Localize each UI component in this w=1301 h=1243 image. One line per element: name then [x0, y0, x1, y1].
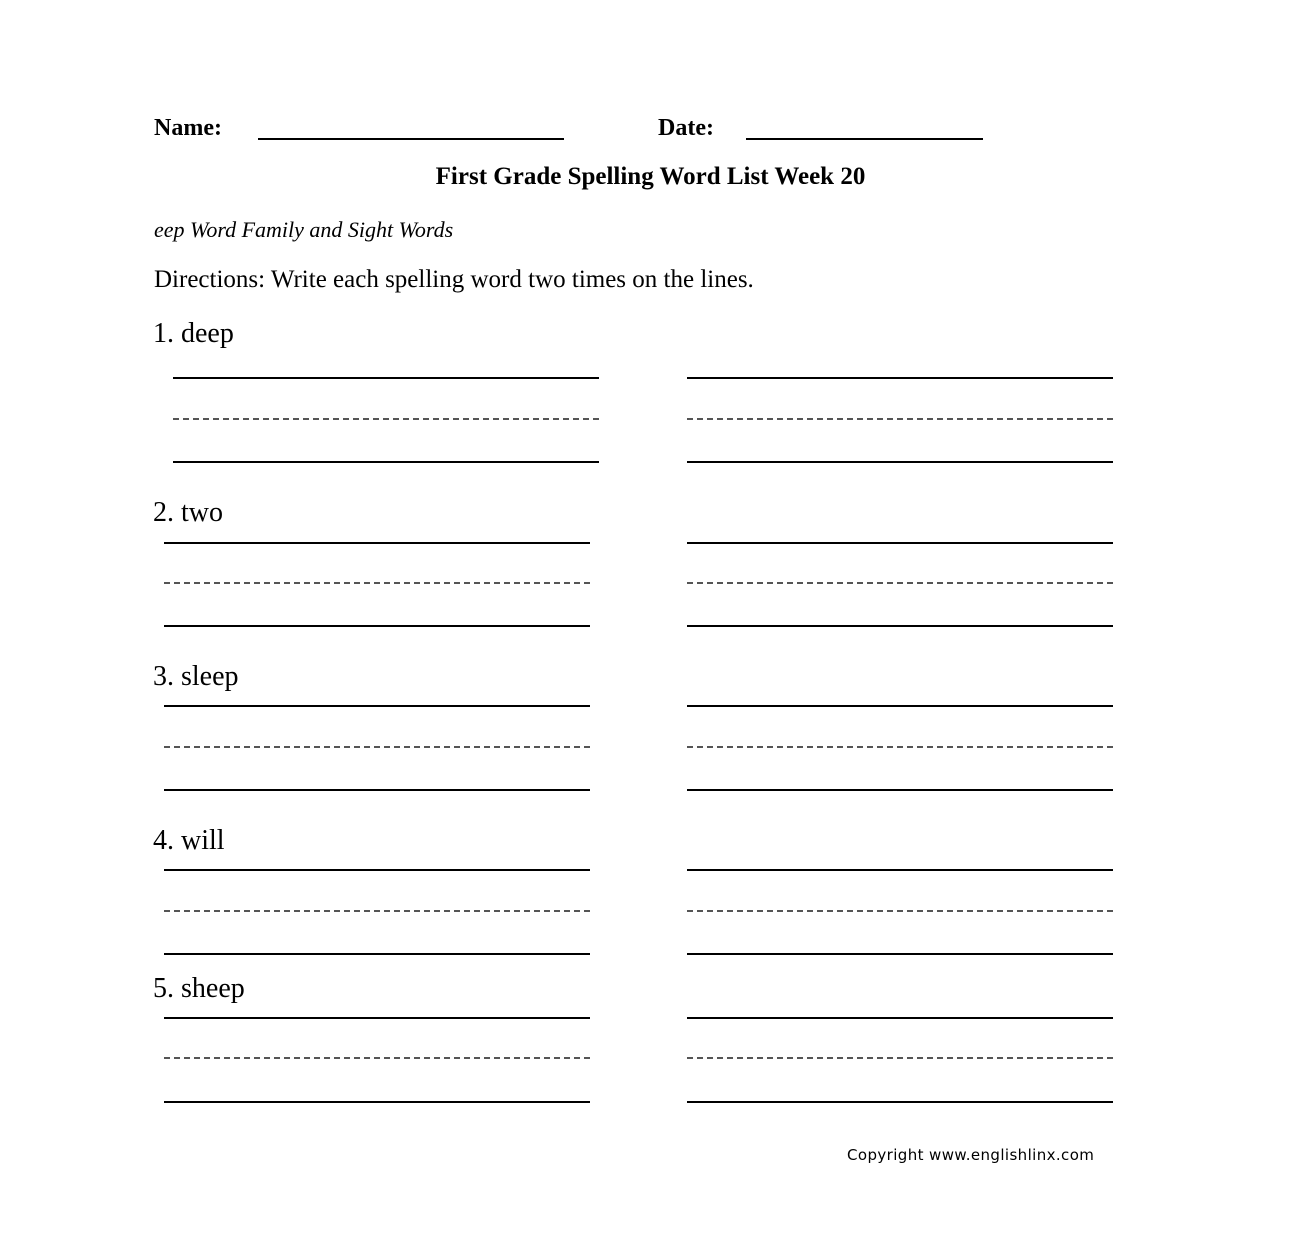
spelling-word-1: 1. deep	[153, 318, 234, 349]
writing-base-line	[687, 625, 1113, 627]
writing-base-line	[687, 461, 1113, 463]
writing-top-line	[164, 705, 590, 707]
writing-mid-dashed-line	[164, 746, 590, 748]
writing-top-line	[173, 377, 599, 379]
writing-mid-dashed-line	[173, 418, 599, 420]
copyright-notice: Copyright www.englishlinx.com	[847, 1146, 1095, 1164]
name-field[interactable]	[258, 138, 564, 140]
writing-mid-dashed-line	[687, 582, 1113, 584]
writing-mid-dashed-line	[687, 910, 1113, 912]
page-subtitle: eep Word Family and Sight Words	[154, 217, 454, 242]
name-label: Name:	[154, 115, 222, 141]
spelling-word-2: 2. two	[153, 497, 223, 528]
spelling-word-4: 4. will	[153, 825, 225, 856]
writing-top-line	[687, 377, 1113, 379]
date-label: Date:	[658, 115, 714, 141]
writing-base-line	[687, 1101, 1113, 1103]
writing-top-line	[687, 542, 1113, 544]
spelling-word-5: 5. sheep	[153, 973, 245, 1004]
directions-text: Directions: Write each spelling word two times on the lines.	[154, 266, 754, 293]
writing-base-line	[164, 1101, 590, 1103]
spelling-word-3: 3. sleep	[153, 661, 239, 692]
writing-top-line	[687, 1017, 1113, 1019]
writing-base-line	[164, 789, 590, 791]
writing-base-line	[687, 953, 1113, 955]
writing-top-line	[164, 1017, 590, 1019]
writing-base-line	[164, 625, 590, 627]
writing-mid-dashed-line	[687, 746, 1113, 748]
writing-top-line	[164, 869, 590, 871]
date-field[interactable]	[746, 138, 983, 140]
writing-base-line	[687, 789, 1113, 791]
writing-mid-dashed-line	[164, 1057, 590, 1059]
writing-mid-dashed-line	[164, 582, 590, 584]
page-title: First Grade Spelling Word List Week 20	[435, 163, 866, 190]
writing-base-line	[164, 953, 590, 955]
writing-mid-dashed-line	[164, 910, 590, 912]
writing-top-line	[687, 869, 1113, 871]
writing-mid-dashed-line	[687, 1057, 1113, 1059]
writing-top-line	[164, 542, 590, 544]
writing-base-line	[173, 461, 599, 463]
writing-top-line	[687, 705, 1113, 707]
writing-mid-dashed-line	[687, 418, 1113, 420]
